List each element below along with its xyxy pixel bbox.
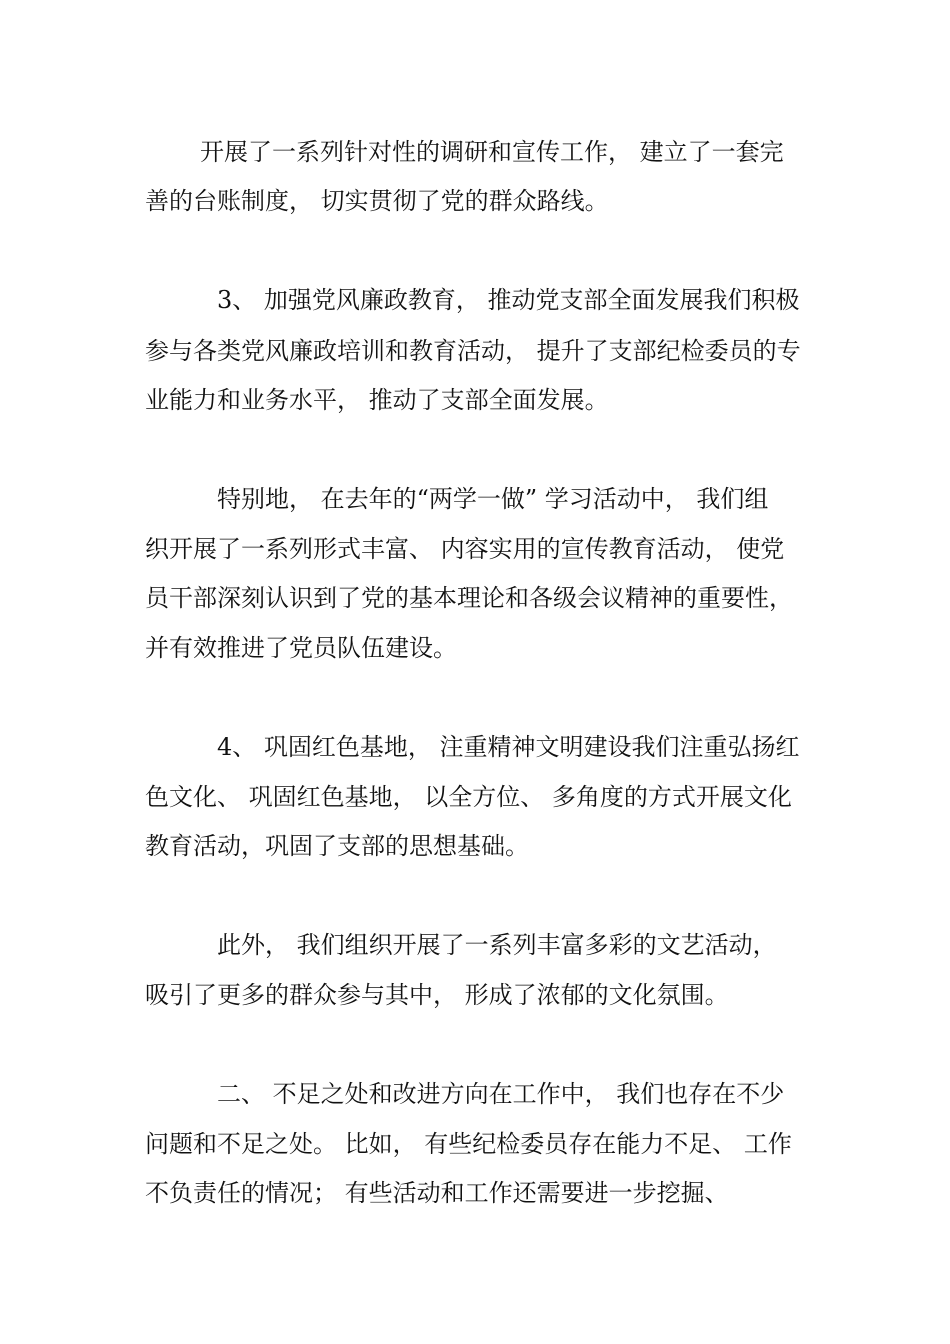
paragraph-5-line-2: 吸引了更多的群众参与其中， 形成了浓郁的文化氛围。	[145, 981, 729, 1009]
paragraph-2-line-3: 业能力和业务水平， 推动了支部全面发展。	[145, 386, 609, 414]
paragraph-3-line-2: 织开展了一系列形式丰富、 内容实用的宣传教育活动， 使党	[145, 535, 785, 563]
paragraph-4-line-1: 4、 巩固红色基地， 注重精神文明建设我们注重弘扬红	[217, 733, 800, 761]
paragraph-2-line-1: 3、 加强党风廉政教育， 推动党支部全面发展我们积极	[217, 286, 800, 314]
paragraph-3-line-1: 特别地， 在去年的“两学一做” 学习活动中， 我们组	[217, 485, 769, 513]
paragraph-3-line-4: 并有效推进了党员队伍建设。	[145, 634, 457, 662]
paragraph-4-line-2: 色文化、 巩固红色基地， 以全方位、 多角度的方式开展文化	[145, 783, 792, 811]
paragraph-6-line-3: 不负责任的情况； 有些活动和工作还需要进一步挖掘、	[145, 1179, 729, 1207]
paragraph-1-line-1: 开展了一系列针对性的调研和宣传工作， 建立了一套完	[200, 138, 784, 166]
paragraph-6-line-1: 二、 不足之处和改进方向在工作中， 我们也存在不少	[217, 1080, 785, 1108]
paragraph-6-line-2: 问题和不足之处。 比如， 有些纪检委员存在能力不足、 工作	[145, 1130, 792, 1158]
paragraph-5-line-1: 此外， 我们组织开展了一系列丰富多彩的文艺活动，	[217, 931, 777, 959]
paragraph-2-line-2: 参与各类党风廉政培训和教育活动， 提升了支部纪检委员的专	[145, 337, 801, 365]
paragraph-4-line-3: 教育活动，巩固了支部的思想基础。	[145, 832, 529, 860]
paragraph-1-line-2: 善的台账制度， 切实贯彻了党的群众路线。	[145, 187, 609, 215]
paragraph-3-line-3: 员干部深刻认识到了党的基本理论和各级会议精神的重要性，	[145, 584, 793, 612]
